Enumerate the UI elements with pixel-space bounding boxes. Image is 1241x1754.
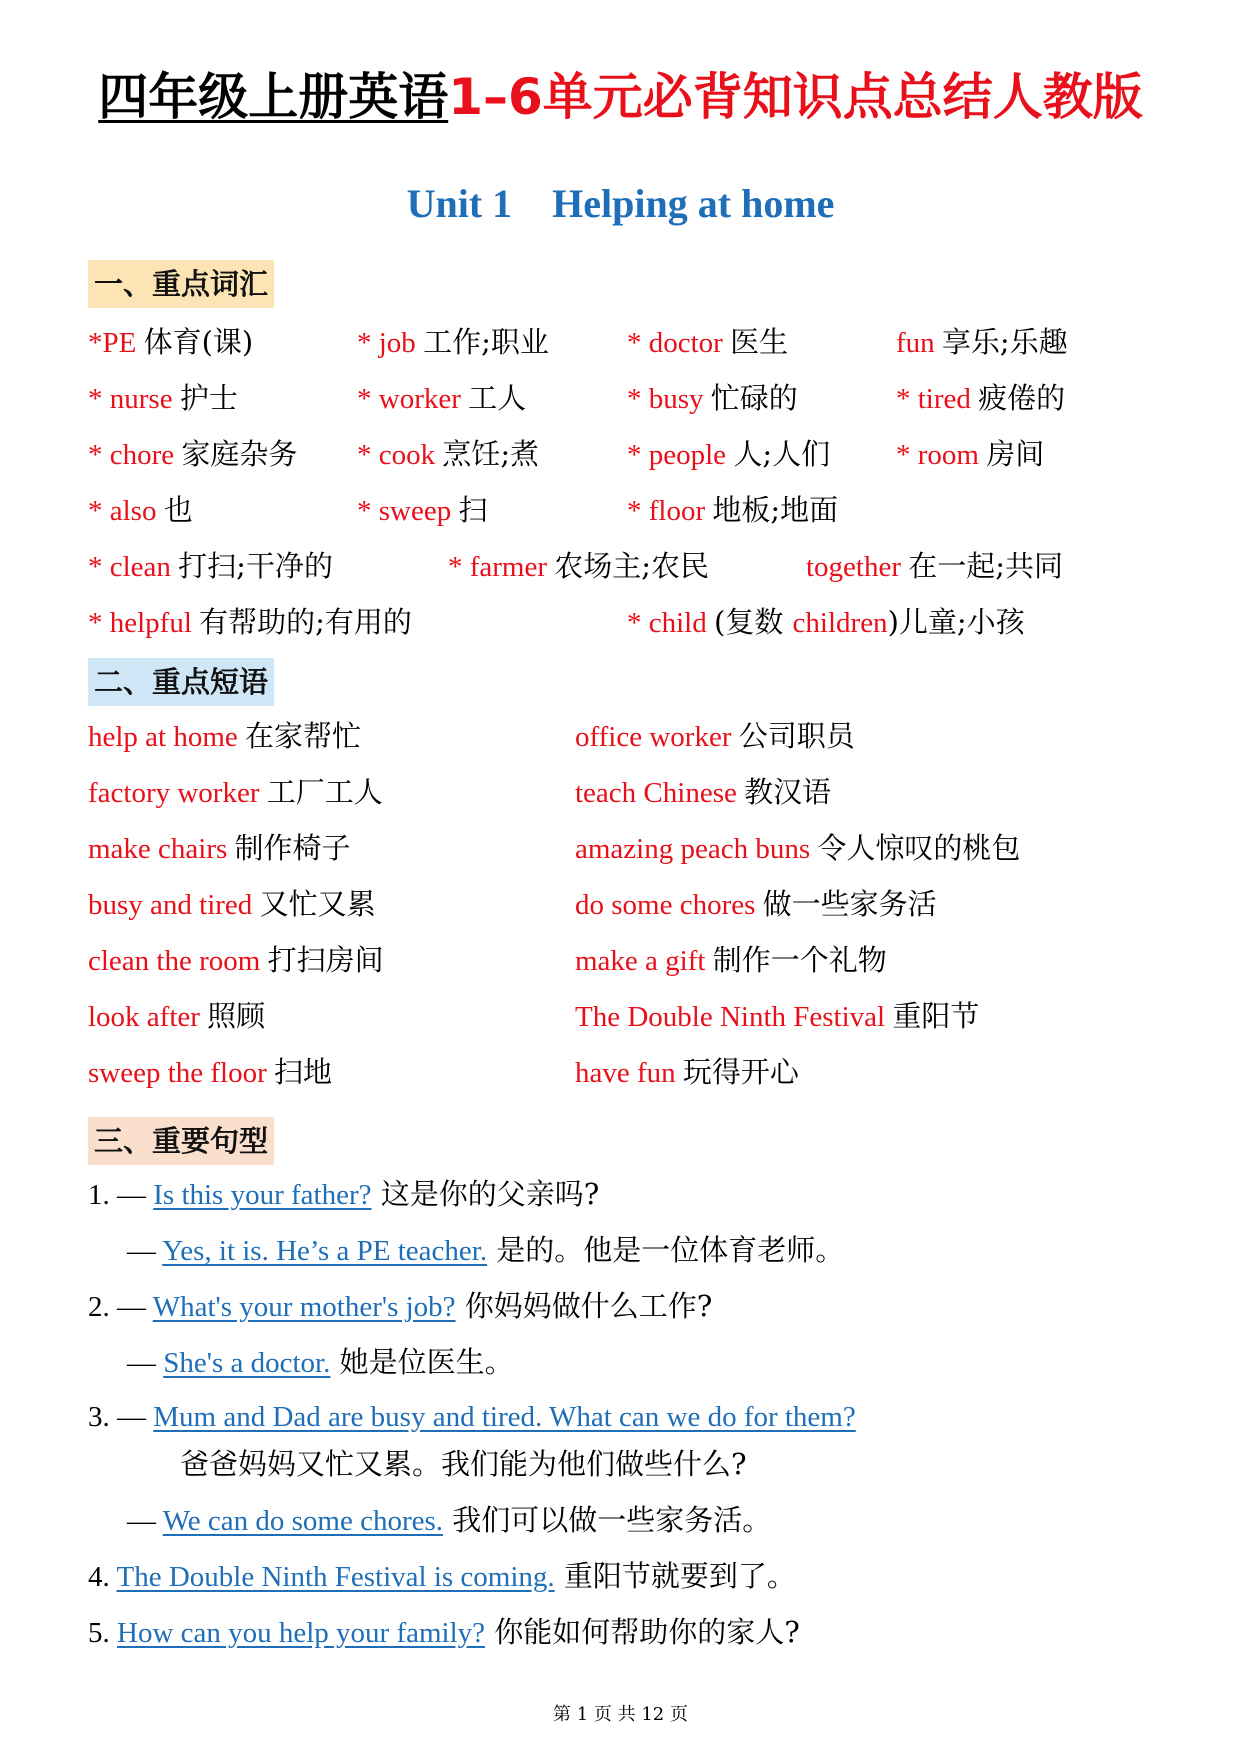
sentence-line: — She's a doctor. 她是位医生。 xyxy=(127,1345,514,1379)
vocab-item: together 在一起;共同 xyxy=(806,549,1064,583)
phrase-item: The Double Ninth Festival 重阳节 xyxy=(575,999,980,1033)
sentence-line: 1. — Is this your father? 这是你的父亲吗? xyxy=(88,1177,600,1211)
vocab-item: *PE 体育(课) xyxy=(88,325,254,359)
vocab-item: * people 人;人们 xyxy=(627,437,831,471)
phrase-item: factory worker 工厂工人 xyxy=(88,775,383,809)
sentence-line: — Yes, it is. He’s a PE teacher. 是的。他是一位体育老师。 xyxy=(127,1233,845,1267)
sentence-line: 4. The Double Ninth Festival is coming. 重阳节就要到了。 xyxy=(88,1559,796,1593)
vocab-item: * worker 工人 xyxy=(357,381,527,415)
sentence-line: 5. How can you help your family? 你能如何帮助你的家人? xyxy=(88,1615,800,1649)
sentence-line: 爸爸妈妈又忙又累。我们能为他们做些什么? xyxy=(180,1447,747,1481)
document-title xyxy=(0,62,1241,132)
unit-heading: Unit 1 Helping at home xyxy=(406,181,835,226)
phrase-item: busy and tired 又忙又累 xyxy=(88,887,376,921)
vocab-item: * busy 忙碌的 xyxy=(627,381,798,415)
title-part-units: 1–6单元必背知识点总结人教版 xyxy=(448,68,1143,126)
title-part-grade: 四年级上册英语 xyxy=(98,68,449,126)
section-heading-vocab: 一、重点词汇 xyxy=(88,260,274,308)
phrase-item: teach Chinese 教汉语 xyxy=(575,775,832,809)
phrase-item: sweep the floor 扫地 xyxy=(88,1055,333,1089)
phrase-item: make a gift 制作一个礼物 xyxy=(575,943,887,977)
sentence-line: 3. — Mum and Dad are busy and tired. What can we do for them? xyxy=(88,1401,856,1433)
vocab-item: * job 工作;职业 xyxy=(357,325,549,359)
vocab-item: * chore 家庭杂务 xyxy=(88,437,298,471)
phrase-item: office worker 公司职员 xyxy=(575,719,855,753)
vocab-item: * child (复数 children)儿童;小孩 xyxy=(627,605,1025,639)
phrase-item: look after 照顾 xyxy=(88,999,266,1033)
phrase-item: make chairs 制作椅子 xyxy=(88,831,351,865)
sentence-line: 2. — What's your mother's job? 你妈妈做什么工作? xyxy=(88,1289,713,1323)
vocab-item: * clean 打扫;干净的 xyxy=(88,549,333,583)
phrase-item: clean the room 打扫房间 xyxy=(88,943,384,977)
vocab-item: * room 房间 xyxy=(896,437,1045,471)
vocab-item: * doctor 医生 xyxy=(627,325,789,359)
vocab-item: * farmer 农场主;农民 xyxy=(448,549,710,583)
section-heading-phrases: 二、重点短语 xyxy=(88,658,274,706)
phrase-item: amazing peach buns 令人惊叹的桃包 xyxy=(575,831,1021,865)
vocab-item: * nurse 护士 xyxy=(88,381,238,415)
vocab-item: * helpful 有帮助的;有用的 xyxy=(88,605,412,639)
phrase-item: have fun 玩得开心 xyxy=(575,1055,799,1089)
phrase-item: help at home 在家帮忙 xyxy=(88,719,362,753)
phrase-item: do some chores 做一些家务活 xyxy=(575,887,937,921)
vocab-item: * cook 烹饪;煮 xyxy=(357,437,540,471)
vocab-item: fun 享乐;乐趣 xyxy=(896,325,1068,359)
page-footer: 第 1 页 共 12 页 xyxy=(553,1704,688,1725)
vocab-item: * also 也 xyxy=(88,493,193,527)
vocab-item: * floor 地板;地面 xyxy=(627,493,839,527)
sentence-line: — We can do some chores. 我们可以做一些家务活。 xyxy=(127,1503,772,1537)
vocab-item: * sweep 扫 xyxy=(357,493,488,527)
vocab-item: * tired 疲倦的 xyxy=(896,381,1066,415)
section-heading-sentences: 三、重要句型 xyxy=(88,1117,274,1165)
